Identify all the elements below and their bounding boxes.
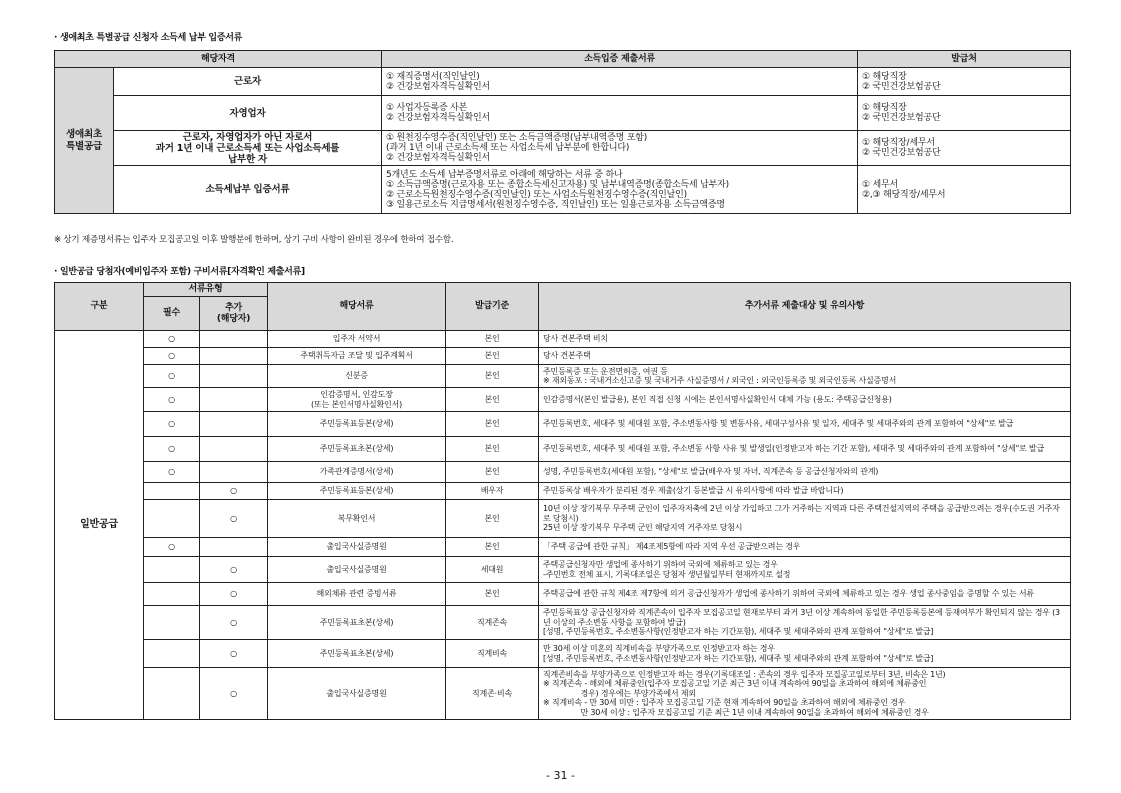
document-row xyxy=(55,606,1071,640)
header-issuer: 발급처 xyxy=(858,51,1071,68)
issuer-cell xyxy=(858,166,1071,214)
note-line: ※ 재외동포 : 국내거소신고증 및 국내거주 사실증명서 / 외국인 : 외국인등록증 및 외국인등록 사실증명서 xyxy=(543,376,897,385)
required-mark xyxy=(144,640,200,668)
required-mark xyxy=(144,606,200,640)
additional-mark: ○ xyxy=(200,606,268,640)
issue-basis: 본인 xyxy=(446,500,539,538)
doc-line: ③ 일용근로소득 지급명세서(원천징수영수증, 직인날인) 또는 일용근로자용 소득금액증명 xyxy=(386,199,725,210)
issue-basis: 본인 xyxy=(446,538,539,557)
notes-cell xyxy=(539,331,1071,348)
page-number: - 31 - xyxy=(546,769,575,782)
additional-mark: ○ xyxy=(200,640,268,668)
note-line: 직계존비속을 부양가족으로 인정받고자 하는 경우(기록대조일 : 존속의 경우 입주자 모집공고일로부터 3년, 비속은 1년) xyxy=(543,669,946,679)
note-line: 만 30세 이상 : 입주자 모집공고일 기준 최근 1년 이내 계속하여 90일을 초과하여 해외에 체류중인 경우 xyxy=(543,707,929,717)
doc-line: ② 건강보험자격득실확인서 xyxy=(386,81,490,92)
additional-mark: ○ xyxy=(200,583,268,606)
required-mark: ○ xyxy=(144,388,200,412)
required-mark: ○ xyxy=(144,538,200,557)
document-name: 주민등록표초본(상세) xyxy=(268,640,446,668)
note-line: [성명, 주민등록번호, 주소변동사항(인정받고자 하는 기간포함), 세대주 및 세대주와의 관계 포함하여 "상세"로 발급] xyxy=(543,653,934,663)
document-row xyxy=(55,640,1071,668)
issuer-line: ② 국민건강보험공단 xyxy=(862,81,941,92)
note-line: -주민번호 전체 표시, 기록대조일은 당첨자 생년월일부터 현재까지로 설정 xyxy=(543,569,791,579)
group-label: 일반공급 xyxy=(55,331,144,720)
document-name: 주택취득자금 조달 및 입주계획서 xyxy=(268,348,446,365)
document-row xyxy=(55,483,1071,500)
doc-line: ① 사업자등록증 사본 xyxy=(386,103,468,113)
note-line: 주민등록증 또는 운전면허증, 여권 등 xyxy=(543,366,668,376)
issue-basis: 직계존·비속 xyxy=(446,668,539,720)
document-row xyxy=(55,668,1071,720)
note-line: 당사 견본주택 xyxy=(543,351,591,361)
qualification-cell: 근로자, 자영업자가 아닌 자로서 과거 1년 이내 근로소득세 또는 사업소득세를 납부한 자 xyxy=(114,131,382,166)
header-basis: 발급기준 xyxy=(446,283,539,331)
income-row xyxy=(55,68,1071,96)
additional-mark xyxy=(200,388,268,412)
notes-cell xyxy=(539,500,1071,538)
issue-basis: 세대원 xyxy=(446,557,539,583)
qualification-cell: 소득세납부 입증서류 xyxy=(114,166,382,214)
document-row xyxy=(55,365,1071,388)
header-required: 필수 xyxy=(144,297,200,331)
doc-line: ② 근로소득원천징수영수증(직인날인) 또는 사업소득원천징수영수증(직인날인) xyxy=(386,189,687,200)
additional-mark: ○ xyxy=(200,557,268,583)
additional-mark xyxy=(200,365,268,388)
notes-cell xyxy=(539,606,1071,640)
additional-mark xyxy=(200,331,268,348)
income-docs-cell xyxy=(382,96,858,131)
income-row xyxy=(55,166,1071,214)
issue-basis: 본인 xyxy=(446,348,539,365)
required-mark: ○ xyxy=(144,348,200,365)
note-line: 인감증명서(본인 발급용), 본인 직접 신청 시에는 본인서명사실확인서 대체 가능 (용도: 주택공급신청용) xyxy=(543,394,892,404)
doc-line: ① 소득금액증명(근로자용 또는 종합소득세신고자용) 및 납부내역증명(종합소득세 납부자) xyxy=(386,179,729,190)
required-mark xyxy=(144,583,200,606)
additional-mark xyxy=(200,437,268,462)
issue-basis: 직계비속 xyxy=(446,640,539,668)
document-name: 입주자 서약서 xyxy=(268,331,446,348)
document-name: 복무확인서 xyxy=(268,500,446,538)
issuer-line: ② 국민건강보험공단 xyxy=(862,113,941,123)
notes-cell xyxy=(539,640,1071,668)
doc-line: (과거 1년 이내 근로소득세 또는 사업소득세 납부분에 한합니다) xyxy=(386,143,630,153)
document-name: 출입국사실증명원 xyxy=(268,557,446,583)
issue-basis: 본인 xyxy=(446,462,539,483)
notes-cell xyxy=(539,483,1071,500)
issuer-cell xyxy=(858,68,1071,96)
section1-note: ※ 상기 제증명서류는 입주자 모집공고일 이후 발행분에 한하며, 상기 구비 사항이 완비된 경우에 한하여 접수함. xyxy=(54,235,454,245)
notes-cell xyxy=(539,668,1071,720)
income-docs-cell xyxy=(382,166,858,214)
income-row xyxy=(55,96,1071,131)
notes-cell xyxy=(539,348,1071,365)
issuer-line: ① 해당직장 xyxy=(862,71,907,82)
issuer-cell xyxy=(858,131,1071,166)
header-doc-type: 서류유형 xyxy=(144,283,268,297)
additional-mark: ○ xyxy=(200,483,268,500)
income-docs-cell xyxy=(382,68,858,96)
required-mark: ○ xyxy=(144,331,200,348)
issue-basis: 본인 xyxy=(446,388,539,412)
income-row xyxy=(55,131,1071,166)
notes-cell xyxy=(539,538,1071,557)
notes-cell xyxy=(539,412,1071,437)
doc-line: ① 재직증명서(직인날인) xyxy=(386,71,480,82)
required-mark: ○ xyxy=(144,437,200,462)
required-mark: ○ xyxy=(144,365,200,388)
required-mark xyxy=(144,483,200,500)
general-supply-docs-table xyxy=(54,282,1071,720)
group-label: 생애최초 특별공급 xyxy=(55,68,114,214)
header-additional: 추가 (해당자) xyxy=(200,297,268,331)
doc-line: ② 건강보험자격득실확인서 xyxy=(386,113,490,123)
document-name: 주민등록표등본(상세) xyxy=(268,483,446,500)
note-line: 경우) 경우에는 부양가족에서 제외 xyxy=(543,688,696,698)
required-mark: ○ xyxy=(144,462,200,483)
note-line: 주민등록번호, 세대주 및 세대원 포함, 주소변동사항 및 변동사유, 세대구성사유 및 일자, 세대주 및 세대주와의 관계 포함하여 "상세"로 발급 xyxy=(543,419,1014,429)
document-row xyxy=(55,348,1071,365)
header-qualification: 해당자격 xyxy=(55,51,382,68)
doc-line: ② 건강보험자격득실확인서 xyxy=(386,153,490,163)
additional-mark: ○ xyxy=(200,668,268,720)
required-mark xyxy=(144,500,200,538)
doc-line: 5개년도 소득세 납부증명서류로 아래에 해당하는 서류 중 하나 xyxy=(386,169,623,180)
note-line: 25년 이상 장기복무 무주택 군인 해당지역 거주자로 당첨시 xyxy=(543,523,743,533)
header-document: 해당서류 xyxy=(268,283,446,331)
additional-mark: ○ xyxy=(200,500,268,538)
header-category: 구분 xyxy=(55,283,144,331)
issue-basis: 본인 xyxy=(446,412,539,437)
document-row xyxy=(55,437,1071,462)
required-mark: ○ xyxy=(144,412,200,437)
note-line: ※ 직계존속 - 해외에 체류중인(입주자 모집공고일 기준 최근 3년 이내 계속하여 90일을 초과하여 해외에 체류중인 xyxy=(543,679,927,689)
note-line: 10년 이상 장기복무 무주택 군인이 입주자저축에 2년 이상 가입하고 그가 거주하는 지역과 다른 주택건설지역의 주택을 공급받으려는 경우(수도권 거주자로 당첨시) xyxy=(543,504,1060,523)
issue-basis: 본인 xyxy=(446,583,539,606)
note-line: 「주택 공급에 관한 규칙」 제4조제5항에 따라 지역 우선 공급받으려는 경우 xyxy=(543,542,801,552)
notes-cell xyxy=(539,388,1071,412)
issue-basis: 본인 xyxy=(446,331,539,348)
note-line: 주택공급에 관한 규칙 제4조 제7항에 의거 공급신청자가 생업에 종사하기 위하여 국외에 체류하고 있는 경우 생업 종사중임을 증명할 수 있는 서류 xyxy=(543,589,1034,599)
notes-cell xyxy=(539,557,1071,583)
additional-mark xyxy=(200,412,268,437)
note-line: ※ 직계비속 - 만 30세 미만 : 입주자 모집공고일 기준 현재 계속하여 90일을 초과하여 해외에 체류중인 경우 xyxy=(543,698,906,708)
document-row xyxy=(55,538,1071,557)
document-name: 가족관계증명서(상세) xyxy=(268,462,446,483)
document-row xyxy=(55,500,1071,538)
issuer-line: ②,③ 해당직장/세무서 xyxy=(862,189,946,200)
income-proof-table xyxy=(54,50,1071,214)
required-mark xyxy=(144,668,200,720)
note-line: 만 30세 이상 미혼의 직계비속을 부양가족으로 인정받고자 하는 경우 xyxy=(543,644,775,653)
notes-cell xyxy=(539,583,1071,606)
document-name: 출입국사실증명원 xyxy=(268,668,446,720)
issue-basis: 직계존속 xyxy=(446,606,539,640)
document-name: 신분증 xyxy=(268,365,446,388)
notes-cell xyxy=(539,437,1071,462)
additional-mark xyxy=(200,538,268,557)
qualification-cell: 근로자 xyxy=(114,68,382,96)
issue-basis: 본인 xyxy=(446,365,539,388)
header-notes: 추가서류 제출대상 및 유의사항 xyxy=(539,283,1071,331)
section1-title: · 생애최초 특별공급 신청자 소득세 납부 입증서류 xyxy=(54,33,243,43)
document-row xyxy=(55,331,1071,348)
note-line: 주민등록번호, 세대주 및 세대원 포함, 주소변동 사항 사유 및 발생일(인정받고자 하는 기간 포함), 세대주 및 세대주와의 관계 포함하여 "상세"로 발급 xyxy=(543,444,1044,454)
additional-mark xyxy=(200,348,268,365)
issuer-cell xyxy=(858,96,1071,131)
document-name: 주민등록표초본(상세) xyxy=(268,437,446,462)
document-name: 인감증명서, 인감도장 (또는 본인서명사실확인서) xyxy=(268,388,446,412)
issue-basis: 배우자 xyxy=(446,483,539,500)
qualification-cell: 자영업자 xyxy=(114,96,382,131)
issuer-line: ② 국민건강보험공단 xyxy=(862,148,941,158)
note-line: [성명, 주민등록번호, 주소변동사항(인정받고자 하는 기간포함), 세대주 및 세대주와의 관계 포함하여 "상세"로 발급] xyxy=(543,627,934,637)
notes-cell xyxy=(539,462,1071,483)
document-row xyxy=(55,583,1071,606)
note-line: 주민등록상 배우자가 분리된 경우 제출(상기 등본발급 시 유의사항에 따라 발급 바랍니다) xyxy=(543,486,844,496)
document-row xyxy=(55,388,1071,412)
issue-basis: 본인 xyxy=(446,437,539,462)
required-mark xyxy=(144,557,200,583)
note-line: 주민등록표상 공급신청자와 직계존속이 입주자 모집공고일 현재로부터 과거 3년 이상 계속하여 동일한 주민등록등본에 등재여부가 확인되지 않는 경우 (3년 이상의 주소변동 사항을 포함하여 발급) xyxy=(543,608,1060,627)
issuer-line: ① 세무서 xyxy=(862,179,899,190)
document-name: 주민등록표등본(상세) xyxy=(268,412,446,437)
doc-line: ① 원천징수영수증(직인날인) 또는 소득금액증명(납부내역증명 포함) xyxy=(386,133,648,143)
notes-cell xyxy=(539,365,1071,388)
section2-title: · 일반공급 당첨자(예비입주자 포함) 구비서류[자격확인 제출서류] xyxy=(54,267,305,277)
document-row xyxy=(55,557,1071,583)
issuer-line: ① 해당직장/세무서 xyxy=(862,138,935,148)
document-name: 주민등록표초본(상세) xyxy=(268,606,446,640)
issuer-line: ① 해당직장 xyxy=(862,103,907,113)
document-row xyxy=(55,412,1071,437)
document-name: 해외체류 관련 증빙서류 xyxy=(268,583,446,606)
income-docs-cell xyxy=(382,131,858,166)
note-line: 당사 견본주택 비치 xyxy=(543,334,608,344)
header-income-docs: 소득입증 제출서류 xyxy=(382,51,858,68)
note-line: 성명, 주민등록번호(세대원 포함), "상세"로 발급(배우자 및 자녀, 직계존속 등 공급신청자와의 관계) xyxy=(543,467,879,477)
additional-mark xyxy=(200,462,268,483)
document-row xyxy=(55,462,1071,483)
document-name: 출입국사실증명원 xyxy=(268,538,446,557)
note-line: 주택공급신청자만 생업에 종사하기 위하여 국외에 체류하고 있는 경우 xyxy=(543,560,778,569)
